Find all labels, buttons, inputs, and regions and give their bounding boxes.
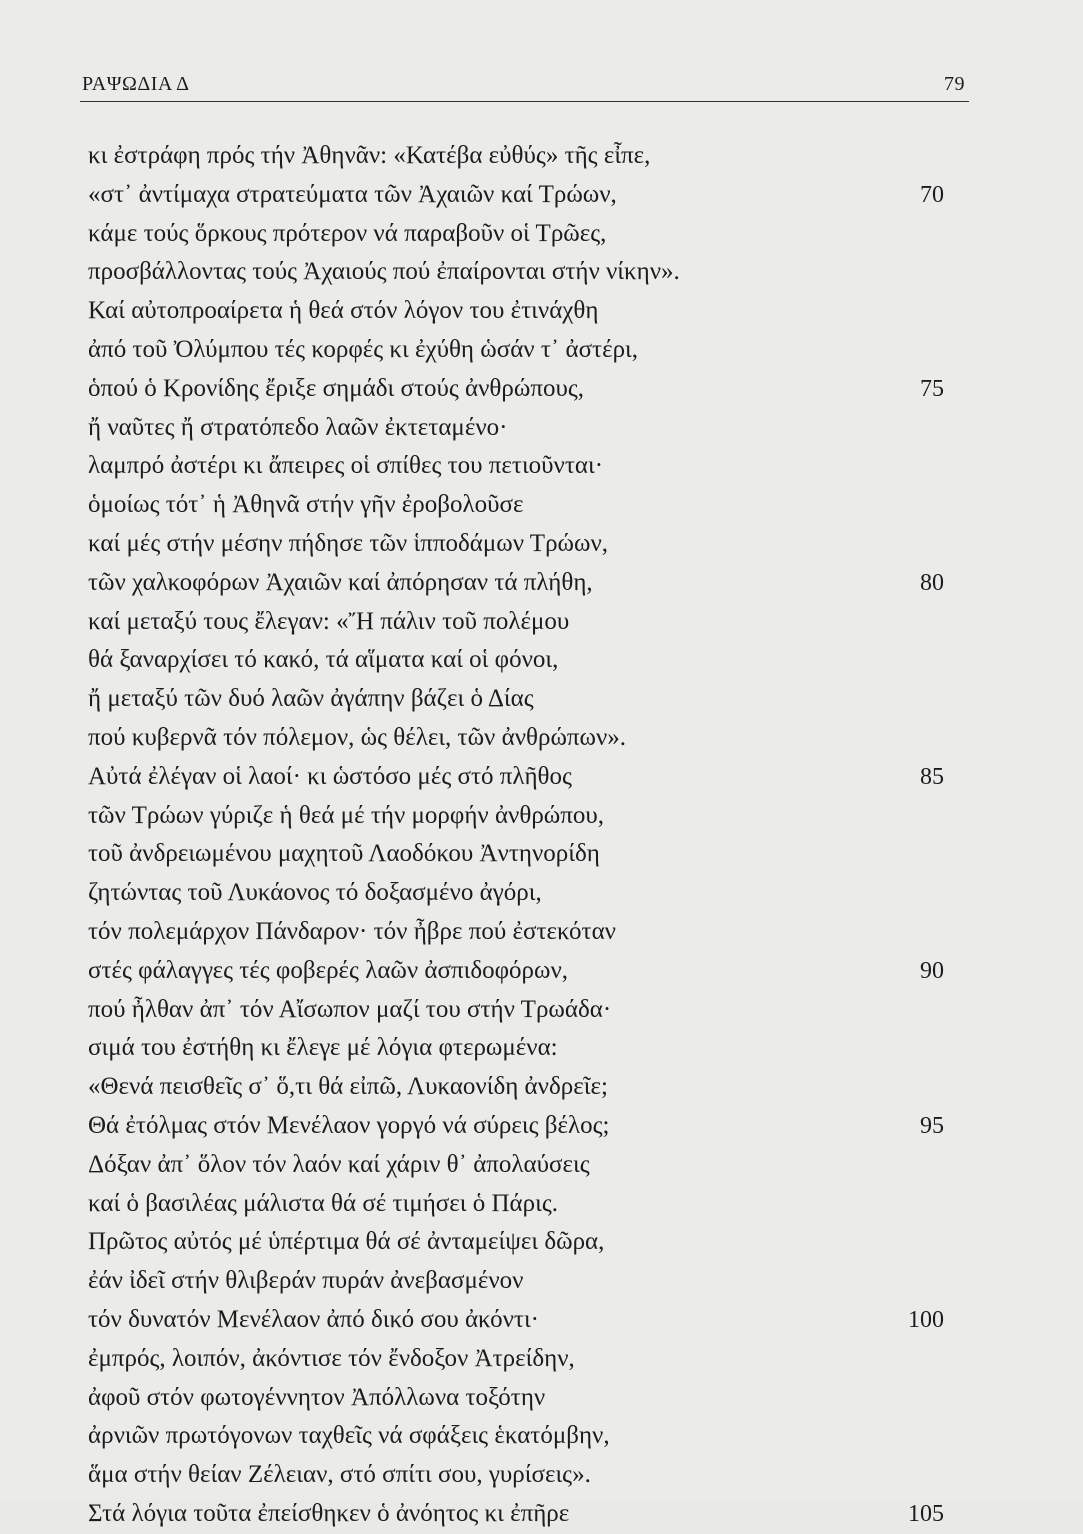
verse-text: ζητώντας τοῦ Λυκάονος τό δοξασμένο ἀγόρι, bbox=[88, 879, 542, 907]
verse-line bbox=[88, 1340, 944, 1379]
verse-line bbox=[88, 835, 944, 874]
verse-line bbox=[88, 176, 944, 215]
verse-line bbox=[88, 486, 944, 525]
verse-text: ἐμπρός, λοιπόν, ἀκόντισε τόν ἔνδοξον Ἀτρείδην, bbox=[88, 1344, 575, 1372]
verse-line bbox=[88, 641, 944, 680]
verse-text: «στ᾽ ἀντίμαχα στρατεύματα τῶν Ἀχαιῶν καί Τρώων, bbox=[88, 180, 617, 208]
verse-line bbox=[88, 874, 944, 913]
verse-line bbox=[88, 719, 944, 758]
verse-text: ἤ ναῦτες ἤ στρατόπεδο λαῶν ἐκτεταμένο· bbox=[88, 413, 508, 441]
verse-text: στές φάλαγγες τές φοβερές λαῶν ἀσπιδοφόρων, bbox=[88, 956, 569, 984]
verse-line bbox=[88, 913, 944, 952]
verse-line bbox=[88, 952, 944, 991]
verse-line bbox=[88, 603, 944, 642]
verse-line bbox=[88, 1495, 944, 1534]
verse-text: τόν πολεμάρχον Πάνδαρον· τόν ἦβρε πού ἐστεκόταν bbox=[88, 917, 616, 945]
verse-text: τῶν Τρώων γύριζε ἡ θεά μέ τήν μορφήν ἀνθρώπου, bbox=[88, 801, 605, 829]
verse-text: ἀρνιῶν πρωτόγονων ταχθεῖς νά σφάξεις ἑκατόμβην, bbox=[88, 1422, 610, 1450]
verse-text: ἐάν ἰδεῖ στήν θλιβεράν πυράν ἀνεβασμένον bbox=[88, 1267, 524, 1295]
line-number: 75 bbox=[920, 375, 944, 402]
verse-line bbox=[88, 447, 944, 486]
verse-line bbox=[88, 1185, 944, 1224]
verse-line bbox=[88, 758, 944, 797]
verse-text: τῶν χαλκοφόρων Ἀχαιῶν καί ἀπόρησαν τά πλήθη, bbox=[88, 568, 593, 596]
verse-line bbox=[88, 1379, 944, 1418]
verse-text: κάμε τούς ὅρκους πρότερον νά παραβοῦν οἱ Τρῶες, bbox=[88, 219, 607, 247]
line-number: 70 bbox=[920, 181, 944, 208]
verse-line bbox=[88, 564, 944, 603]
verse-line bbox=[88, 331, 944, 370]
running-header bbox=[82, 66, 965, 96]
verse-line bbox=[88, 1417, 944, 1456]
verse-line bbox=[88, 525, 944, 564]
line-number: 100 bbox=[908, 1306, 944, 1333]
page-number: 79 bbox=[944, 73, 965, 95]
verse-text: καί μές στήν μέσην πήδησε τῶν ἱπποδάμων Τρώων, bbox=[88, 529, 609, 557]
verse-line bbox=[88, 1068, 944, 1107]
verse-text: ἤ μεταξύ τῶν δυό λαῶν ἀγάπην βάζει ὁ Δίας bbox=[88, 685, 534, 713]
line-number: 90 bbox=[920, 957, 944, 984]
line-number: 105 bbox=[908, 1500, 944, 1527]
verse-line bbox=[88, 409, 944, 448]
verse-line bbox=[88, 1107, 944, 1146]
verse-text: πού ἦλθαν ἀπ᾽ τόν Αἴσωπον μαζί του στήν Τρωάδα· bbox=[88, 995, 612, 1023]
verse-text: καί ὁ βασιλέας μάλιστα θά σέ τιμήσει ὁ Πάρις. bbox=[88, 1189, 559, 1217]
verse-text: Στά λόγια τοῦτα ἐπείσθηκεν ὁ ἀνόητος κι ἐπῆρε bbox=[88, 1499, 570, 1527]
verse-line bbox=[88, 1146, 944, 1185]
line-number: 95 bbox=[920, 1112, 944, 1139]
verse-text: ἅμα στήν θείαν Ζέλειαν, στό σπίτι σου, γυρίσεις». bbox=[88, 1461, 591, 1489]
verse-line bbox=[88, 1029, 944, 1068]
verse-text: ἀπό τοῦ Ὀλύμπου τές κορφές κι ἐχύθη ὡσάν τ᾽ ἀστέρι, bbox=[88, 335, 639, 363]
verse-text: ὁπού ὁ Κρονίδης ἔριξε σημάδι στούς ἀνθρώπους, bbox=[88, 374, 584, 402]
verse-line bbox=[88, 1456, 944, 1495]
verse-line bbox=[88, 137, 944, 176]
line-number: 85 bbox=[920, 763, 944, 790]
verse-text: Καί αὐτοπροαίρετα ἡ θεά στόν λόγον του ἐτινάχθη bbox=[88, 297, 599, 325]
section-title: ΡΑΨΩΔΙΑ Δ bbox=[82, 73, 190, 95]
verse-line bbox=[88, 1262, 944, 1301]
verse-text: προσβάλλοντας τούς Ἀχαιούς πού ἐπαίρονται στήν νίκην». bbox=[88, 258, 680, 286]
verse-text: «Θενά πεισθεῖς σ᾽ ὅ,τι θά εἰπῶ, Λυκαονίδη ἀνδρεῖε; bbox=[88, 1073, 608, 1101]
verse-text: Δόξαν ἀπ᾽ ὅλον τόν λαόν καί χάριν θ᾽ ἀπολαύσεις bbox=[88, 1150, 590, 1178]
verse-text: Θά ἐτόλμας στόν Μενέλαον γοργό νά σύρεις βέλος; bbox=[88, 1111, 610, 1139]
verse-line bbox=[88, 292, 944, 331]
verse-line bbox=[88, 215, 944, 254]
verse-text: καί μεταξύ τους ἔλεγαν: «Ἤ πάλιν τοῦ πολέμου bbox=[88, 607, 570, 635]
verse-text: τοῦ ἀνδρειωμένου μαχητοῦ Λαοδόκου Ἀντηνορίδη bbox=[88, 840, 600, 868]
verse-line bbox=[88, 991, 944, 1030]
verse-line bbox=[88, 1301, 944, 1340]
verse-text: ἀφοῦ στόν φωτογέννητον Ἀπόλλωνα τοξότην bbox=[88, 1383, 546, 1411]
verse-text: λαμπρό ἀστέρι κι ἄπειρες οἱ σπίθες του πετιοῦνται· bbox=[88, 452, 604, 480]
verse-block bbox=[88, 137, 944, 1534]
verse-line bbox=[88, 1223, 944, 1262]
verse-text: κι ἐστράφη πρός τήν Ἀθηνᾶν: «Κατέβα εὐθύς» τῆς εἶπε, bbox=[88, 142, 651, 169]
verse-text: θά ξαναρχίσει τό κακό, τά αἵματα καί οἱ φόνοι, bbox=[88, 646, 559, 674]
verse-text: σιμά του ἐστήθη κι ἔλεγε μέ λόγια φτερωμένα: bbox=[88, 1034, 558, 1062]
line-number: 80 bbox=[920, 569, 944, 596]
verse-text: Αὐτά ἐλέγαν οἱ λαοί· κι ὡστόσο μές στό πλῆθος bbox=[88, 762, 572, 790]
verse-line bbox=[88, 797, 944, 836]
verse-text: πού κυβερνᾶ τόν πόλεμον, ὡς θέλει, τῶν ἀνθρώπων». bbox=[88, 723, 627, 751]
verse-text: ὁμοίως τότ᾽ ἡ Ἀθηνᾶ στήν γῆν ἐροβολοῦσε bbox=[88, 491, 524, 519]
verse-line bbox=[88, 680, 944, 719]
verse-text: Πρῶτος αὐτός μέ ὑπέρτιμα θά σέ ἀνταμείψει δῶρα, bbox=[88, 1228, 605, 1256]
header-divider bbox=[80, 101, 969, 102]
verse-text: τόν δυνατόν Μενέλαον ἀπό δικό σου ἀκόντι· bbox=[88, 1305, 539, 1333]
verse-line bbox=[88, 370, 944, 409]
verse-line bbox=[88, 253, 944, 292]
